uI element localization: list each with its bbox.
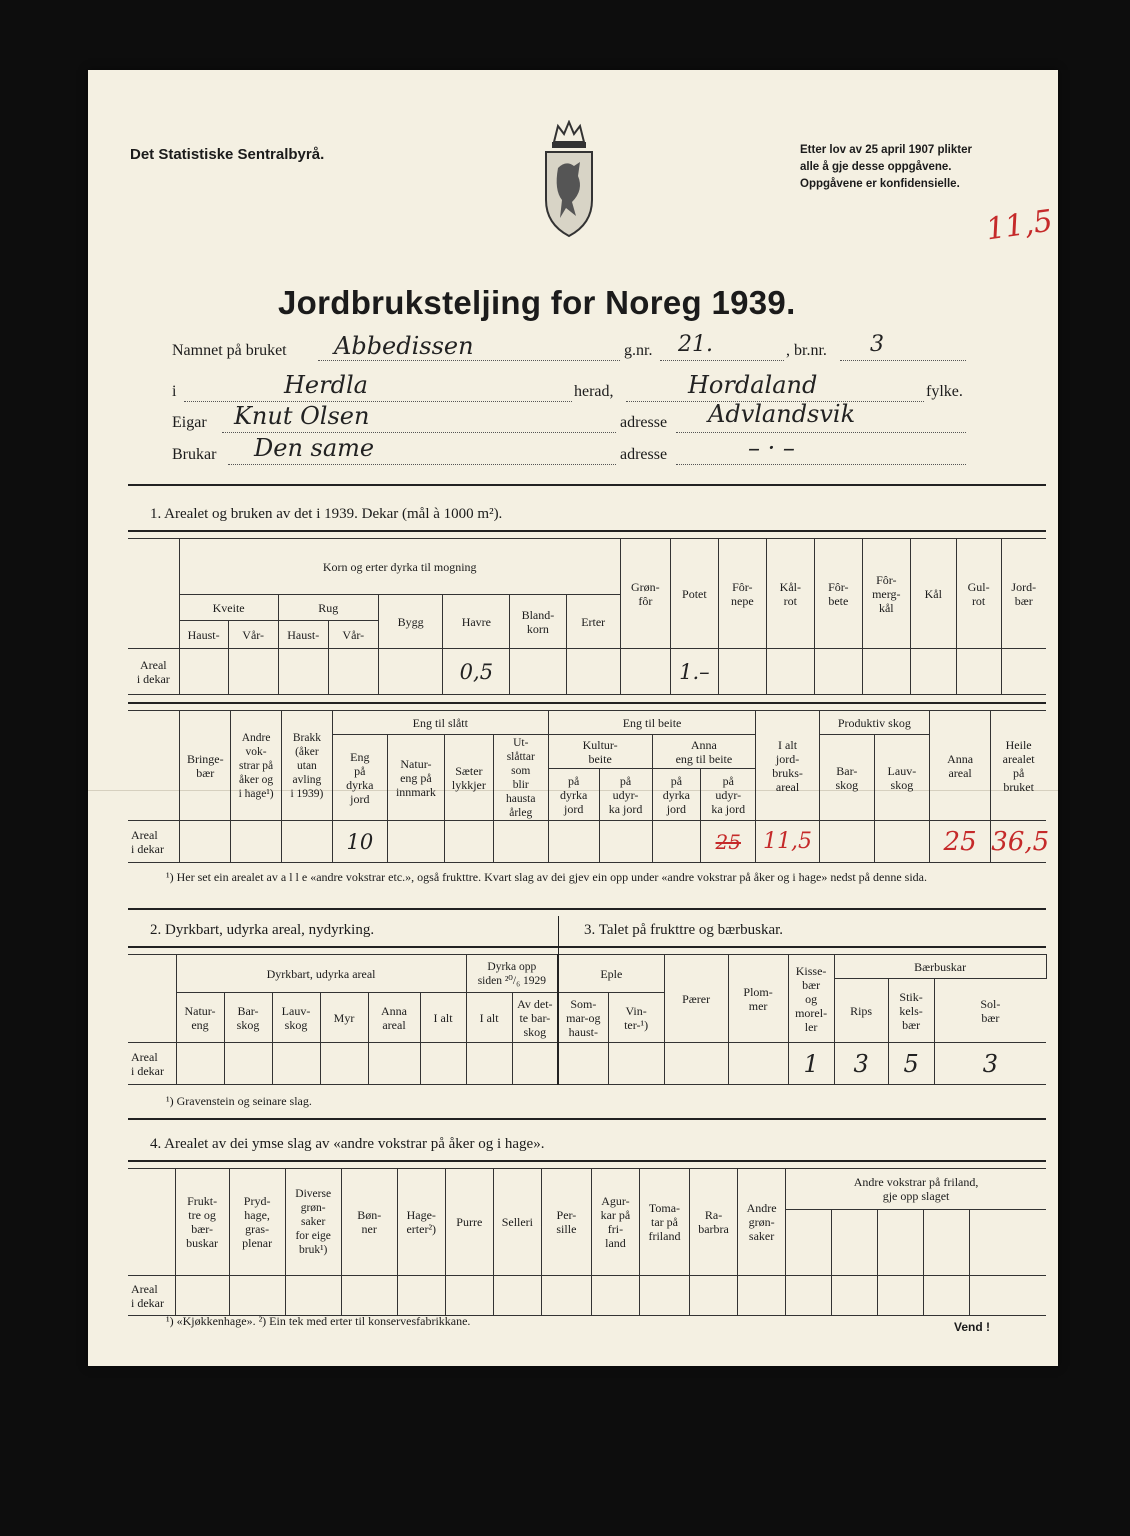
rabarbra-header: Ra- barbra <box>690 1169 738 1276</box>
cell-kveite-vaar[interactable] <box>228 649 278 695</box>
owner-label: Eigar <box>172 414 207 431</box>
section2-heading: 2. Dyrkbart, udyrka areal, nydyrking. <box>150 922 375 938</box>
cell-stikkels[interactable]: 5 <box>888 1043 934 1085</box>
gnr-label: g.nr. <box>624 342 653 359</box>
cell-i-alt-jordbruk[interactable]: 11,5 <box>756 821 820 863</box>
cell-s2-avdette[interactable] <box>512 1043 558 1085</box>
erter-header: Erter <box>566 595 620 649</box>
cell-anna-dyrka[interactable] <box>652 821 701 863</box>
owner-address-value[interactable]: Advlandsvik <box>708 400 856 428</box>
user-address-value[interactable]: – · – <box>748 434 795 462</box>
section4-table <box>128 1168 1046 1316</box>
cell-erter[interactable] <box>566 649 620 695</box>
user-label: Brukar <box>172 446 217 463</box>
coat-of-arms-icon <box>536 120 602 240</box>
fylke-label: fylke. <box>926 383 963 400</box>
fornepe-header: Fôr- nepe <box>718 539 766 649</box>
eple-header: Eple <box>558 955 664 993</box>
s2-barskog-header: Bar- skog <box>224 993 272 1043</box>
brnr-label: , br.nr. <box>786 342 827 359</box>
section1-footnote: ¹) Her set ein arealet av a l l e «andre vokstrar etc.», også frukttre. Kvart slag av dei gjev ein opp under «andre vokstrar på åker og i hage» nedst på denne sida. <box>166 870 927 884</box>
s2-natureng-header: Natur- eng <box>176 993 224 1043</box>
hageerter-header: Hage- erter²) <box>397 1169 445 1276</box>
user-address-label: adresse <box>620 446 668 463</box>
potet-header: Potet <box>670 539 718 649</box>
s2-lauvskog-header: Lauv- skog <box>272 993 320 1043</box>
user-value[interactable]: Den same <box>254 434 375 462</box>
jordbaer-header: Jord- bær <box>1001 539 1046 649</box>
cell-eng-dyrka[interactable]: 10 <box>332 821 387 863</box>
persille-header: Per- sille <box>541 1169 591 1276</box>
kveite-header: Kveite <box>179 595 278 621</box>
natureng-header: Natur- eng på innmark <box>387 735 444 821</box>
bringebaer-header: Bringe- bær <box>180 711 231 821</box>
s2-row-label: Areal i dekar <box>128 1043 176 1085</box>
cell-selleri[interactable] <box>493 1276 541 1316</box>
gulrot-header: Gul- rot <box>956 539 1001 649</box>
andre-grons-header: Andre grøn- saker <box>738 1169 786 1276</box>
cell-kalrot[interactable] <box>766 649 814 695</box>
heile-arealet-header: Heile arealet på bruket <box>991 711 1046 821</box>
bygg-header: Bygg <box>378 595 443 649</box>
cell-brakk[interactable] <box>282 821 333 863</box>
cell-anna-udyrka[interactable]: 25 <box>701 821 756 863</box>
cell-tomatar[interactable] <box>639 1276 689 1316</box>
cell-s2-barskog[interactable] <box>224 1043 272 1085</box>
cell-andre-grons[interactable] <box>738 1276 786 1316</box>
cell-solbaer[interactable]: 3 <box>934 1043 1046 1085</box>
brakk-header: Brakk (åker utan avling i 1939) <box>282 711 333 821</box>
cell-blandkorn[interactable] <box>510 649 566 695</box>
s2-ialt-header: I alt <box>420 993 466 1043</box>
cell-paerer[interactable] <box>664 1043 728 1085</box>
cell-friland-5[interactable] <box>970 1276 1046 1316</box>
section2-3-table <box>128 954 1047 1085</box>
anna-dyrka-header: på dyrka jord <box>652 769 701 821</box>
gronfor-header: Grøn- fôr <box>620 539 670 649</box>
cell-heile-arealet[interactable]: 36,5 <box>991 821 1046 863</box>
cell-forbete[interactable] <box>814 649 862 695</box>
kultur-dyrka-header: på dyrka jord <box>548 769 599 821</box>
cell-s2-natureng[interactable] <box>176 1043 224 1085</box>
agency-name: Det Statistiske Sentralbyrå. <box>130 146 325 163</box>
blandkorn-header: Bland- korn <box>510 595 566 649</box>
s2-anna-header: Anna areal <box>368 993 420 1043</box>
form-page <box>88 70 1058 1366</box>
cell-gronfor[interactable] <box>620 649 670 695</box>
selleri-header: Selleri <box>493 1169 541 1276</box>
farm-value[interactable]: Abbedissen <box>334 332 474 360</box>
cell-anna-areal[interactable]: 25 <box>929 821 990 863</box>
cell-saeter[interactable] <box>445 821 494 863</box>
farm-label: Namnet på bruket <box>172 342 287 359</box>
county-value[interactable]: Hordaland <box>688 371 818 399</box>
utslattar-header: Ut- slåttar som blir hausta årleg <box>493 735 548 821</box>
eng-beite-header: Eng til beite <box>548 711 756 735</box>
andre-vokstrar-header: Andre vok- strar på åker og i hage¹) <box>231 711 282 821</box>
cell-hageerter[interactable] <box>397 1276 445 1316</box>
gnr-value[interactable]: 21. <box>678 332 713 357</box>
cell-havre[interactable]: 0,5 <box>443 649 510 695</box>
cell-sommar[interactable] <box>558 1043 608 1085</box>
rug-haust-header: Haust- <box>278 621 328 649</box>
cell-friland-4[interactable] <box>924 1276 970 1316</box>
cell-persille[interactable] <box>541 1276 591 1316</box>
section1-land-table <box>128 710 1050 863</box>
eng-dyrka-header: Eng på dyrka jord <box>332 735 387 821</box>
s4-row-label: Areal i dekar <box>128 1276 175 1316</box>
cell-s2-anna[interactable] <box>368 1043 420 1085</box>
cell-friland-3[interactable] <box>878 1276 924 1316</box>
agurkar-header: Agur- kar på fri- land <box>591 1169 639 1276</box>
cell-formergkal[interactable] <box>862 649 910 695</box>
cell-vinter[interactable] <box>608 1043 664 1085</box>
cell-fornepe[interactable] <box>718 649 766 695</box>
anna-udyrka-header: på udyr- ka jord <box>701 769 756 821</box>
cell-potet[interactable]: 1.– <box>670 649 718 695</box>
owner-address-label: adresse <box>620 414 668 431</box>
cell-s2-myr[interactable] <box>320 1043 368 1085</box>
section4-heading: 4. Arealet av dei ymse slag av «andre vokstrar på åker og i hage». <box>150 1136 545 1152</box>
prod-skog-header: Produktiv skog <box>819 711 929 735</box>
cell-s2-ialt2[interactable] <box>466 1043 512 1085</box>
stikkels-header: Stik- kels- bær <box>888 979 934 1043</box>
cell-diverse[interactable] <box>285 1276 341 1316</box>
korn-header: Korn og erter dyrka til mogning <box>179 539 620 595</box>
law-notice: Etter lov av 25 april 1907 plikter alle å gje desse oppgåvene. Oppgåvene er konfidensielle. <box>800 144 972 190</box>
kveite-vaar-header: Vår- <box>228 621 278 649</box>
cell-natureng[interactable] <box>387 821 444 863</box>
cell-rug-haust[interactable] <box>278 649 328 695</box>
s1-row-label: Areal i dekar <box>128 649 179 695</box>
section1-heading: 1. Arealet og bruken av det i 1939. Dekar (mål à 1000 m²). <box>150 506 503 522</box>
anna-eng-header: Anna eng til beite <box>652 735 756 769</box>
brnr-value[interactable]: 3 <box>870 332 884 357</box>
baerbuskar-header: Bærbuskar <box>834 955 1046 979</box>
forbete-header: Fôr- bete <box>814 539 862 649</box>
cell-kultur-dyrka[interactable] <box>548 821 599 863</box>
rug-header: Rug <box>278 595 378 621</box>
lauvskog-header: Lauv- skog <box>874 735 929 821</box>
cell-bygg[interactable] <box>378 649 443 695</box>
in-label: i <box>172 383 177 400</box>
s1b-row-label: Areal i dekar <box>128 821 180 863</box>
cell-friland-2[interactable] <box>832 1276 878 1316</box>
prydhage-header: Pryd- hage, gras- plenar <box>229 1169 285 1276</box>
andre-vokstrar-friland-header: Andre vokstrar på friland, gje opp slaget <box>786 1169 1046 1210</box>
rips-header: Rips <box>834 979 888 1043</box>
owner-value[interactable]: Knut Olsen <box>234 402 370 430</box>
sommar-header: Som- mar-og haust- <box>558 993 608 1043</box>
cell-kultur-udyrka[interactable] <box>599 821 652 863</box>
tomatar-header: Toma- tar på friland <box>639 1169 689 1276</box>
bonner-header: Bøn- ner <box>341 1169 397 1276</box>
cell-purre[interactable] <box>445 1276 493 1316</box>
cell-rug-vaar[interactable] <box>328 649 378 695</box>
cell-jordbaer[interactable] <box>1001 649 1046 695</box>
herad-label: herad, <box>574 383 614 400</box>
cell-kal[interactable] <box>910 649 956 695</box>
corner-red-mark: 11,5 <box>983 203 1055 248</box>
paerer-header: Pærer <box>664 955 728 1043</box>
cell-kveite-haust[interactable] <box>179 649 228 695</box>
cell-frukt[interactable] <box>175 1276 229 1316</box>
havre-header: Havre <box>443 595 510 649</box>
formergkal-header: Fôr- merg- kål <box>862 539 910 649</box>
form-title: Jordbruksteljing for Noreg 1939. <box>278 284 796 321</box>
cell-lauvskog[interactable] <box>874 821 929 863</box>
rug-vaar-header: Vår- <box>328 621 378 649</box>
cell-bonner[interactable] <box>341 1276 397 1316</box>
cell-agurkar[interactable] <box>591 1276 639 1316</box>
dyrkbart-header: Dyrkbart, udyrka areal <box>176 955 466 993</box>
section1-crop-table <box>128 538 1046 695</box>
kalrot-header: Kål- rot <box>766 539 814 649</box>
eng-slatt-header: Eng til slått <box>332 711 548 735</box>
section3-footnote: ¹) Gravenstein og seinare slag. <box>166 1094 312 1108</box>
s2-ialt2-header: I alt <box>466 993 512 1043</box>
cell-utslattar[interactable] <box>493 821 548 863</box>
kal-header: Kål <box>910 539 956 649</box>
cell-kisse[interactable]: 1 <box>788 1043 834 1085</box>
s2-myr-header: Myr <box>320 993 368 1043</box>
cell-s2-lauvskog[interactable] <box>272 1043 320 1085</box>
cell-s2-ialt[interactable] <box>420 1043 466 1085</box>
cell-gulrot[interactable] <box>956 649 1001 695</box>
cell-barskog[interactable] <box>819 821 874 863</box>
cell-friland-1[interactable] <box>786 1276 832 1316</box>
cell-plommer[interactable] <box>728 1043 788 1085</box>
dyrka-opp-header: Dyrka opp siden ²⁰/₆ 1929 <box>466 955 558 993</box>
cell-prydhage[interactable] <box>229 1276 285 1316</box>
plommer-header: Plom- mer <box>728 955 788 1043</box>
i-alt-jordbruk-header: I alt jord- bruks- areal <box>756 711 820 821</box>
municipality-value[interactable]: Herdla <box>284 371 368 399</box>
vinter-header: Vin- ter-¹) <box>608 993 664 1043</box>
kulturbeite-header: Kultur- beite <box>548 735 652 769</box>
cell-rips[interactable]: 3 <box>834 1043 888 1085</box>
diverse-header: Diverse grøn- saker for eige bruk¹) <box>285 1169 341 1276</box>
cell-bringebaer[interactable] <box>180 821 231 863</box>
barskog-header: Bar- skog <box>819 735 874 821</box>
saeter-header: Sæter lykkjer <box>445 735 494 821</box>
section3-heading: 3. Talet på frukttre og bærbuskar. <box>584 922 784 938</box>
anna-areal-header: Anna areal <box>929 711 990 821</box>
cell-rabarbra[interactable] <box>690 1276 738 1316</box>
kveite-haust-header: Haust- <box>179 621 228 649</box>
s2-avdette-header: Av det- te bar- skog <box>512 993 558 1043</box>
kisse-header: Kisse- bær og morel- ler <box>788 955 834 1043</box>
frukt-header: Frukt- tre og bær- buskar <box>175 1169 229 1276</box>
solbaer-header: Sol- bær <box>934 979 1046 1043</box>
turn-over-note: Vend ! <box>954 1320 991 1334</box>
section4-footnote: ¹) «Kjøkkenhage». ²) Ein tek med erter til konservesfabrikkane. <box>166 1314 471 1328</box>
purre-header: Purre <box>445 1169 493 1276</box>
cell-andre[interactable] <box>231 821 282 863</box>
kultur-udyrka-header: på udyr- ka jord <box>599 769 652 821</box>
